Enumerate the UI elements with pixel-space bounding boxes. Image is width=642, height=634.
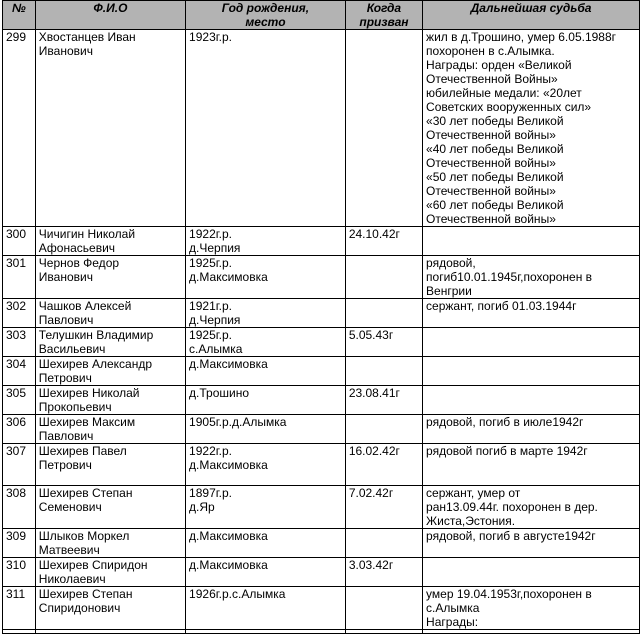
cell-full-name xyxy=(35,486,185,529)
cell-birth xyxy=(186,558,346,587)
cell-number-text: 308 xyxy=(6,486,27,500)
cell-birth-text: 1921г.р. д.Черпия xyxy=(189,299,241,327)
cell-drafted xyxy=(345,30,422,227)
cell-birth-text: д.Максимовка xyxy=(189,558,268,572)
cell-birth xyxy=(186,486,346,529)
cell-fate xyxy=(423,444,640,486)
header-fate: Дальнейшая судьба xyxy=(423,1,640,30)
cell-birth xyxy=(186,529,346,558)
cell-fate-text: умер 19.04.1953г,похоронен в с.Алымка Награды: xyxy=(426,587,592,629)
cell-full-name-text: Телушкин Владимир Васильевич xyxy=(38,328,154,356)
cell-number xyxy=(3,30,36,227)
cell-drafted xyxy=(345,357,422,386)
header-number: № xyxy=(3,1,36,30)
cell-number xyxy=(3,357,36,386)
cell-drafted-text: 24.10.42г xyxy=(348,227,400,241)
cell-fate xyxy=(423,486,640,529)
cell-number xyxy=(3,529,36,558)
cell-number xyxy=(3,227,36,256)
cell-number xyxy=(3,558,36,587)
cell-fate-text: рядовой, погиб в августе1942г xyxy=(426,529,596,543)
cell-birth xyxy=(186,328,346,357)
cell-birth-text: 1905г.р.д.Алымка xyxy=(189,415,287,429)
cell-drafted-text: 23.08.41г xyxy=(348,386,400,400)
table-row xyxy=(3,256,640,299)
table-row xyxy=(3,486,640,529)
cell-drafted xyxy=(345,256,422,299)
cell-full-name-text: Шехирев Павел Петрович xyxy=(38,444,127,472)
cell-empty xyxy=(35,630,185,634)
table-row xyxy=(3,299,640,328)
cell-number-text: 299 xyxy=(6,30,27,44)
cell-number-text: 302 xyxy=(6,299,27,313)
cell-fate xyxy=(423,415,640,444)
cell-birth xyxy=(186,444,346,486)
table-row xyxy=(3,587,640,630)
cell-empty xyxy=(345,630,422,634)
cell-drafted xyxy=(345,227,422,256)
cell-full-name xyxy=(35,30,185,227)
cell-birth-text: 1925г.р. с.Алымка xyxy=(189,328,243,356)
cell-full-name-text: Хвостанцев Иван Иванович xyxy=(38,30,136,58)
cell-full-name-text: Шехирев Максим Павлович xyxy=(38,415,136,443)
cell-full-name xyxy=(35,444,185,486)
cell-full-name-text: Шехирев Степан Семенович xyxy=(38,486,133,514)
cell-number-text: 309 xyxy=(6,529,27,543)
cell-full-name-text: Чашков Алексей Павлович xyxy=(38,299,132,327)
cell-drafted xyxy=(345,299,422,328)
cell-full-name-text: Чичигин Николай Афонасьевич xyxy=(38,227,136,255)
table-row xyxy=(3,357,640,386)
cell-full-name xyxy=(35,227,185,256)
cell-drafted-text: 5.05.43г xyxy=(348,328,394,342)
cell-number xyxy=(3,587,36,630)
cell-full-name-text: Шехирев Степан Спиридонович xyxy=(38,587,133,615)
cell-drafted xyxy=(345,558,422,587)
cell-birth-text: 1922г.р. д.Максимовка xyxy=(189,444,268,472)
cell-full-name-text: Шехирев Николай Прокопьевич xyxy=(38,386,140,414)
cell-birth-text: д.Трошино xyxy=(189,386,250,400)
cell-fate xyxy=(423,227,640,256)
cell-number xyxy=(3,299,36,328)
cell-empty xyxy=(3,630,36,634)
cell-drafted-text: 3.03.42г xyxy=(348,558,394,572)
cell-fate xyxy=(423,386,640,415)
cell-full-name xyxy=(35,558,185,587)
cell-fate xyxy=(423,587,640,630)
header-drafted: Когда призван xyxy=(345,1,422,30)
soldiers-table xyxy=(2,0,640,634)
cell-fate xyxy=(423,558,640,587)
cell-fate xyxy=(423,299,640,328)
cell-fate-text: рядовой, погиб10.01.1945г,похоронен в Венгрии xyxy=(426,256,593,298)
cell-drafted-text: 16.02.42г xyxy=(348,444,400,458)
cell-full-name xyxy=(35,299,185,328)
cell-birth-text: 1922г.р. д.Черпия xyxy=(189,227,241,255)
table-row xyxy=(3,415,640,444)
cell-birth-text: д.Максимовка xyxy=(189,357,268,371)
cell-number xyxy=(3,486,36,529)
cell-birth xyxy=(186,386,346,415)
cell-fate-text: сержант, погиб 01.03.1944г xyxy=(426,299,577,313)
cell-full-name-text: Шехирев Спиридон Николаевич xyxy=(38,558,148,586)
cell-number-text: 306 xyxy=(6,415,27,429)
cell-fate-text: сержант, умер от ран13.09.44г. похоронен в дер. Жиста,Эстония. xyxy=(426,486,598,528)
cell-fate xyxy=(423,30,640,227)
cell-birth-text: 1923г.р. xyxy=(189,30,232,44)
cell-drafted xyxy=(345,529,422,558)
cell-birth-text: д.Максимовка xyxy=(189,529,268,543)
cell-number xyxy=(3,415,36,444)
cell-birth xyxy=(186,415,346,444)
cell-number-text: 307 xyxy=(6,444,27,458)
cell-number xyxy=(3,386,36,415)
cell-birth xyxy=(186,357,346,386)
cell-drafted-text: 7.02.42г xyxy=(348,486,394,500)
cell-empty xyxy=(423,630,640,634)
table-row-partial xyxy=(3,630,640,634)
table-row xyxy=(3,386,640,415)
cell-fate xyxy=(423,328,640,357)
table-row xyxy=(3,30,640,227)
cell-drafted xyxy=(345,587,422,630)
cell-birth-text: 1925г.р. д.Максимовка xyxy=(189,256,268,284)
cell-full-name xyxy=(35,256,185,299)
cell-number-text: 301 xyxy=(6,256,27,270)
cell-birth xyxy=(186,587,346,630)
cell-full-name xyxy=(35,415,185,444)
cell-full-name xyxy=(35,357,185,386)
table-row xyxy=(3,558,640,587)
cell-full-name-text: Чернов Федор Иванович xyxy=(38,256,120,284)
cell-fate-text: жил в д.Трошино, умер 6.05.1988г похоронен в с.Алымка. Награды: орден «Великой Отечественной Войны» юбилейные медали: «20лет Советских вооруженных сил» «30 лет победы Великой Отечественной войны» «40 лет победы Великой Отечественной войны» «50 лет победы Великой Отечественной войны» «60 лет победы Великой Отечественной войны» xyxy=(426,30,617,226)
cell-number-text: 300 xyxy=(6,227,27,241)
cell-full-name xyxy=(35,386,185,415)
table-row xyxy=(3,444,640,486)
cell-fate xyxy=(423,256,640,299)
cell-drafted xyxy=(345,486,422,529)
cell-number xyxy=(3,328,36,357)
cell-birth-text: 1897г.р. д.Яр xyxy=(189,486,232,514)
cell-birth xyxy=(186,256,346,299)
cell-empty xyxy=(186,630,346,634)
cell-full-name xyxy=(35,328,185,357)
cell-drafted xyxy=(345,415,422,444)
cell-number-text: 311 xyxy=(6,587,26,601)
cell-fate xyxy=(423,529,640,558)
cell-number-text: 310 xyxy=(6,558,27,572)
cell-birth-text: 1926г.р.с.Алымка xyxy=(189,587,286,601)
cell-number-text: 303 xyxy=(6,328,27,342)
cell-number-text: 304 xyxy=(6,357,27,371)
cell-fate xyxy=(423,357,640,386)
cell-number xyxy=(3,256,36,299)
table-row xyxy=(3,227,640,256)
cell-birth xyxy=(186,30,346,227)
header-full-name: Ф.И.О xyxy=(35,1,185,30)
cell-drafted xyxy=(345,328,422,357)
table-row xyxy=(3,529,640,558)
cell-fate-text: рядовой, погиб в июле1942г xyxy=(426,415,584,429)
table-header-row xyxy=(3,1,640,30)
cell-birth xyxy=(186,299,346,328)
table-row xyxy=(3,328,640,357)
cell-drafted xyxy=(345,386,422,415)
header-birth-year-place: Год рождения, место xyxy=(186,1,346,30)
cell-full-name-text: Шлыков Моркел Матвеевич xyxy=(38,529,130,557)
cell-full-name xyxy=(35,587,185,630)
cell-full-name-text: Шехирев Александр Петрович xyxy=(38,357,153,385)
cell-full-name xyxy=(35,529,185,558)
cell-drafted xyxy=(345,444,422,486)
cell-birth xyxy=(186,227,346,256)
cell-fate-text: рядовой погиб в марте 1942г xyxy=(426,444,588,458)
cell-number-text: 305 xyxy=(6,386,27,400)
cell-number xyxy=(3,444,36,486)
